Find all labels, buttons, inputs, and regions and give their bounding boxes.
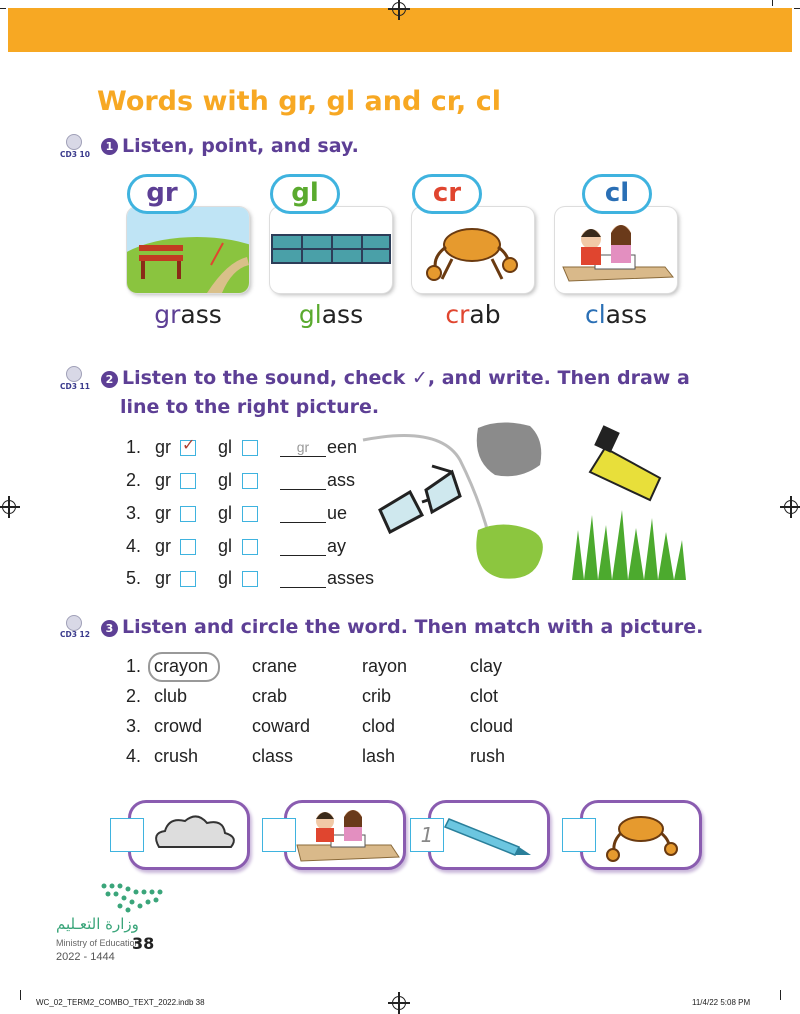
- exercise-instruction: Listen to the sound, check ✓, and write. Then draw a: [122, 367, 690, 389]
- file-label: WC_02_TERM2_COMBO_TEXT_2022.indb 38: [36, 998, 205, 1007]
- option-gr: gr: [155, 470, 172, 490]
- answer-blank[interactable]: gr: [280, 439, 326, 457]
- row-number: 1.: [126, 437, 142, 457]
- cd-icon: [66, 366, 82, 382]
- speech-bubble: [270, 174, 340, 214]
- picture-frame: [428, 800, 550, 870]
- exercise-number: 3: [101, 620, 118, 637]
- word-option[interactable]: crowd: [154, 716, 203, 736]
- word-option[interactable]: lash: [362, 746, 396, 766]
- registration-mark-right: [784, 500, 798, 514]
- drawn-match-line: [363, 436, 490, 541]
- checkbox-gr[interactable]: [180, 435, 196, 456]
- word-option[interactable]: rush: [470, 746, 506, 766]
- word-option[interactable]: crush: [154, 746, 199, 766]
- word-option[interactable]: cloud: [470, 716, 514, 736]
- checkbox-gr[interactable]: [180, 506, 196, 522]
- registration-mark-left: [2, 500, 16, 514]
- word-option[interactable]: coward: [252, 716, 311, 736]
- glue-tube-picture: [590, 425, 660, 500]
- word-option[interactable]: crib: [362, 686, 392, 706]
- check-mark: ✓: [182, 435, 196, 454]
- crop-mark: [772, 0, 773, 6]
- checkbox-gr[interactable]: [180, 539, 196, 555]
- exercise-number: 1: [101, 138, 118, 155]
- option-gl: gl: [218, 503, 233, 523]
- crop-mark: [780, 990, 781, 1000]
- option-gl: gl: [218, 437, 233, 457]
- checkbox-gl[interactable]: [242, 506, 258, 522]
- word-ending: een: [327, 437, 358, 457]
- crop-mark: [0, 8, 6, 9]
- picture-frame: [284, 800, 406, 870]
- ministry-logo-icon: [98, 880, 164, 914]
- glass-picture: [270, 207, 392, 293]
- cd-track-label: CD3 12: [60, 630, 90, 639]
- word-ending: ay: [327, 536, 347, 556]
- row-number: 2.: [126, 470, 142, 490]
- option-gl: gl: [218, 568, 233, 588]
- answer-blank[interactable]: [280, 472, 326, 490]
- word-prefix: gl: [298, 300, 322, 329]
- option-gl: gl: [218, 536, 233, 556]
- bubble-letters: cl: [604, 178, 630, 208]
- speech-bubble: [412, 174, 482, 214]
- word-option[interactable]: clod: [362, 716, 396, 736]
- cd-icon: [66, 615, 82, 631]
- glasses-picture: [380, 466, 460, 532]
- crab-picture: [583, 803, 699, 867]
- speech-bubble: [127, 174, 197, 214]
- bubble-letters: gr: [146, 178, 178, 208]
- row-number: 5.: [126, 568, 142, 588]
- cd-icon: [66, 134, 82, 150]
- word-rest: ass: [605, 300, 648, 329]
- crab-picture: [412, 207, 534, 293]
- answer-blank[interactable]: [280, 538, 326, 556]
- option-gr: gr: [155, 503, 172, 523]
- option-gl: gl: [218, 470, 233, 490]
- exercise-instruction: Listen, point, and say.: [122, 135, 359, 157]
- word-option[interactable]: class: [252, 746, 294, 766]
- year-label: 2022 - 1444: [56, 951, 115, 963]
- picture-frame: [128, 800, 250, 870]
- bubble-letters: cr: [432, 178, 462, 208]
- word-prefix: gr: [154, 300, 181, 329]
- match-number-box[interactable]: 1: [410, 818, 444, 852]
- word-option[interactable]: clot: [470, 686, 499, 706]
- cd-track-label: CD3 11: [60, 382, 90, 391]
- word-option[interactable]: crayon: [154, 656, 209, 676]
- option-gr: gr: [155, 437, 172, 457]
- option-gr: gr: [155, 568, 172, 588]
- word-prefix: cr: [445, 300, 470, 329]
- crayon-picture: [431, 803, 547, 867]
- row-number: 4.: [126, 746, 142, 766]
- picture-frame: [580, 800, 702, 870]
- checkbox-gl[interactable]: [242, 473, 258, 489]
- word-option[interactable]: crane: [252, 656, 298, 676]
- exercise-instruction-line2: line to the right picture.: [120, 396, 380, 418]
- checkbox-gl[interactable]: [242, 571, 258, 587]
- word-option[interactable]: clay: [470, 656, 503, 676]
- cd-track-label: CD3 10: [60, 150, 90, 159]
- word-ending: ass: [327, 470, 356, 490]
- row-number: 4.: [126, 536, 142, 556]
- registration-mark-top: [392, 2, 406, 16]
- example-word: [412, 300, 534, 329]
- exercise-instruction: Listen and circle the word. Then match with a picture.: [122, 616, 704, 638]
- example-word: [127, 300, 249, 329]
- word-option[interactable]: club: [154, 686, 188, 706]
- row-number: 1.: [126, 656, 142, 676]
- registration-mark-bottom: [392, 996, 406, 1010]
- crop-mark: [794, 8, 800, 9]
- word-rest: ass: [321, 300, 364, 329]
- example-word: [270, 300, 392, 329]
- checkbox-gl[interactable]: [242, 440, 258, 456]
- speech-bubble: [582, 174, 652, 214]
- word-option[interactable]: crab: [252, 686, 288, 706]
- answer-blank[interactable]: [280, 505, 326, 523]
- match-number-box[interactable]: [262, 818, 296, 852]
- word-ending: asses: [327, 568, 375, 588]
- green-paint-blob: [476, 524, 543, 578]
- row-number: 3.: [126, 503, 142, 523]
- answer-blank[interactable]: [280, 570, 326, 588]
- cloud-picture: [131, 803, 247, 867]
- word-option[interactable]: rayon: [362, 656, 408, 676]
- word-ending: ue: [327, 503, 348, 523]
- word-rest: ass: [180, 300, 222, 329]
- matching-pictures: [360, 420, 700, 595]
- row-number: 3.: [126, 716, 142, 736]
- option-gr: gr: [155, 536, 172, 556]
- checkbox-gr[interactable]: [180, 571, 196, 587]
- print-date: 11/4/22 5:08 PM: [692, 998, 751, 1007]
- exercise-number: 2: [101, 371, 118, 388]
- gray-paint-blob: [477, 422, 541, 476]
- checkbox-gl[interactable]: [242, 539, 258, 555]
- example-word: [555, 300, 677, 329]
- word-prefix: cl: [584, 300, 606, 329]
- page-number: 38: [132, 934, 155, 953]
- row-number: 2.: [126, 686, 142, 706]
- grass-picture: [127, 207, 249, 293]
- ministry-name-arabic: وزارة التعـليم: [56, 915, 139, 933]
- match-number-box[interactable]: [110, 818, 144, 852]
- crop-mark: [20, 990, 21, 1000]
- ministry-name-english: Ministry of Education: [56, 938, 140, 948]
- class-picture: [287, 803, 403, 867]
- match-number-box[interactable]: [562, 818, 596, 852]
- page-title: Words with gr, gl and cr, cl: [97, 86, 501, 117]
- bubble-letters: gl: [291, 178, 319, 208]
- checkbox-gr[interactable]: [180, 473, 196, 489]
- grass-picture: [572, 510, 686, 580]
- word-rest: ab: [469, 300, 501, 329]
- class-picture: [555, 207, 677, 293]
